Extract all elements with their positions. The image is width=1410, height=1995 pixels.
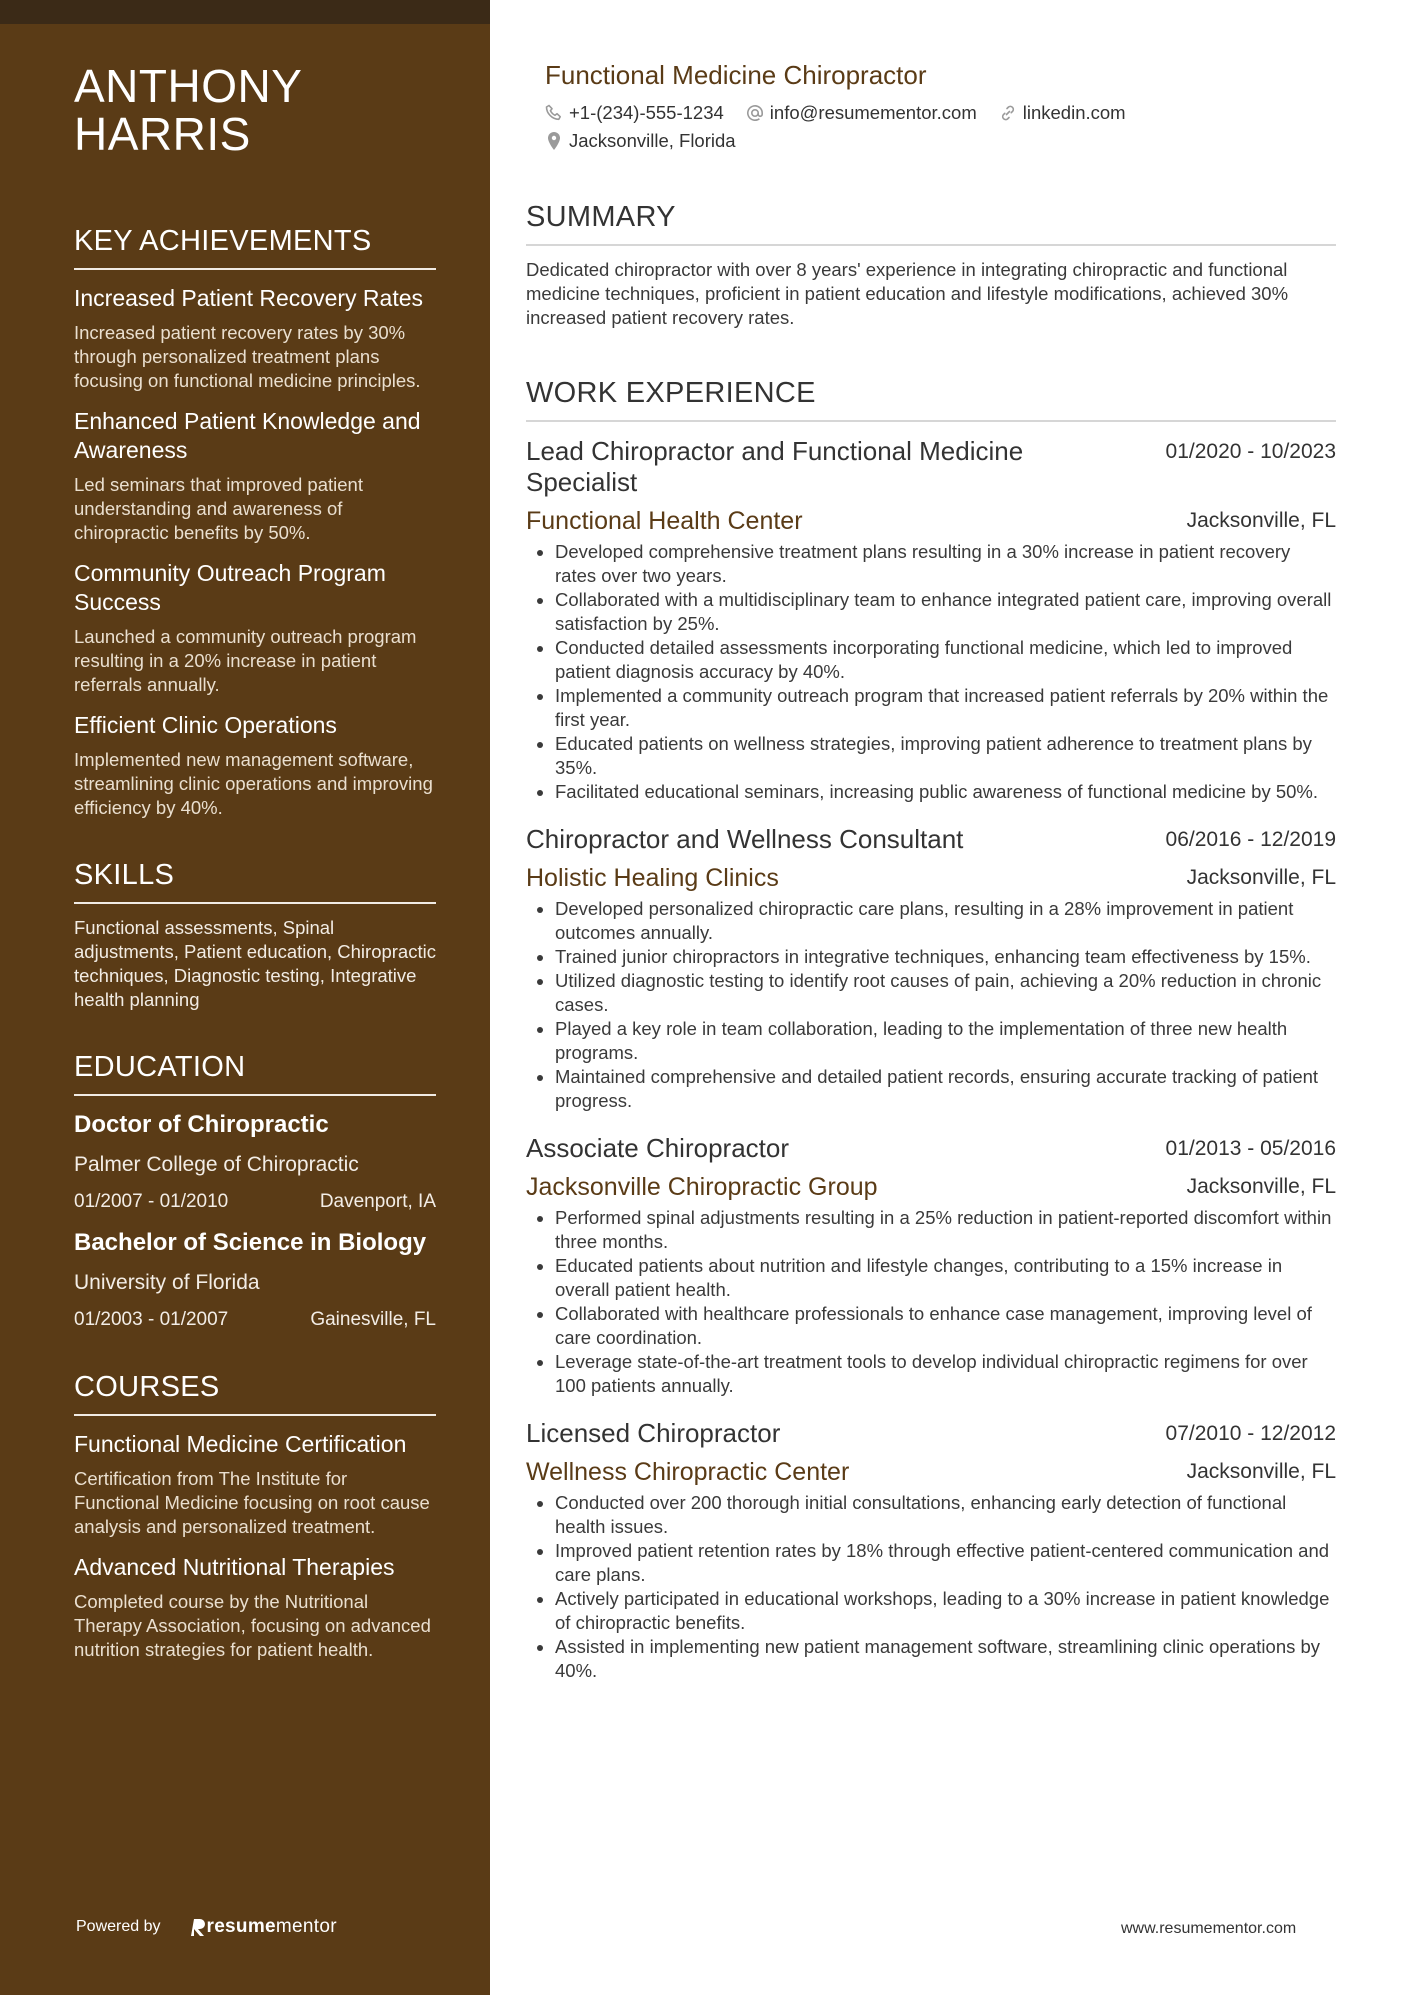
job-dates: 06/2016 - 12/2019 (1165, 828, 1336, 851)
footer-url[interactable]: www.resumementor.com (1121, 1920, 1297, 1937)
achievement-text: Implemented new management software, streamlining clinic operations and improving efficiency by 40%. (74, 749, 433, 818)
skills-section (74, 858, 436, 1012)
job-bullet: • Utilized diagnostic testing to identify root causes of pain, achieving a 20% reduction in chronic cases. (555, 969, 1336, 1017)
experience-heading: WORK EXPERIENCE (526, 376, 1336, 422)
achievement-item (74, 559, 436, 697)
powered-by-label: Powered by (76, 1918, 161, 1935)
contact-email[interactable] (746, 102, 977, 124)
job-bullet: • Facilitated educational seminars, increasing public awareness of functional medicine by 50%. (555, 780, 1336, 804)
location-text: Jacksonville, Florida (569, 130, 736, 151)
courses-heading: COURSES (74, 1370, 436, 1416)
job-entry (526, 824, 1336, 1113)
job-bullets (526, 1206, 1336, 1398)
job-bullet: • Conducted detailed assessments incorporating functional medicine, which led to improved patient diagnosis accuracy by 40%. (555, 636, 1336, 684)
skills-list: Functional assessments, Spinal adjustments, Patient education, Chiropractic techniques, Diagnostic testing, Integrative health planning (74, 917, 436, 1010)
education-item (74, 1110, 436, 1214)
job-bullet: • Played a key role in team collaboration, leading to the implementation of three new health programs. (555, 1017, 1336, 1065)
brand-name-light: mentor (275, 1916, 337, 1937)
job-role: Lead Chiropractor and Functional Medicine Specialist (526, 436, 1024, 497)
job-entry (526, 1418, 1336, 1683)
job-bullets (526, 897, 1336, 1113)
job-role: Chiropractor and Wellness Consultant (526, 824, 964, 854)
job-location: Jacksonville, FL (1186, 1460, 1336, 1483)
phone-icon (545, 104, 563, 122)
course-title: Functional Medicine Certification (74, 1431, 407, 1457)
job-company: Jacksonville Chiropractic Group (526, 1173, 878, 1201)
achievement-title: Enhanced Patient Knowledge and Awareness (74, 408, 421, 463)
education-degree: Bachelor of Science in Biology (74, 1229, 427, 1256)
education-item (74, 1228, 436, 1332)
contact-linkedin[interactable] (999, 102, 1126, 124)
sidebar-top-band (0, 0, 490, 24)
contact-location (545, 130, 736, 152)
powered-by (76, 1916, 337, 1938)
candidate-name (74, 62, 436, 158)
contact-info (545, 102, 1305, 152)
job-bullet: • Developed comprehensive treatment plans resulting in a 30% increase in patient recovery rates over two years. (555, 540, 1336, 588)
summary-text: Dedicated chiropractor with over 8 years' experience in integrating chiropractic and functional medicine techniques, proficient in patient education and lifestyle modifications, achieved 30% increased patient recovery rates. (526, 259, 1289, 328)
course-text: Completed course by the Nutritional Therapy Association, focusing on advanced nutrition strategies for patient health. (74, 1591, 431, 1660)
sidebar (0, 0, 490, 1995)
job-bullet: • Assisted in implementing new patient management software, streamlining clinic operations by 40%. (555, 1635, 1336, 1683)
resumementor-logo-icon (191, 1917, 207, 1937)
contact-phone[interactable] (545, 102, 724, 124)
job-entry (526, 436, 1336, 804)
job-bullet: • Educated patients about nutrition and lifestyle changes, contributing to a 15% increase in overall patient health. (555, 1254, 1336, 1302)
skills-heading: SKILLS (74, 858, 436, 904)
achievement-item (74, 284, 436, 393)
email-text: info@resumementor.com (769, 102, 977, 123)
job-bullet: • Educated patients on wellness strategies, improving patient adherence to treatment plans by 35%. (555, 732, 1336, 780)
job-bullet: • Maintained comprehensive and detailed patient records, ensuring accurate tracking of patient progress. (555, 1065, 1336, 1113)
education-location: Gainesville, FL (310, 1309, 436, 1330)
main-content (526, 60, 1336, 1683)
brand-logo[interactable] (191, 1916, 337, 1938)
summary-section (526, 200, 1336, 330)
job-bullet: • Collaborated with a multidisciplinary team to enhance integrated patient care, improving overall satisfaction by 25%. (555, 588, 1336, 636)
achievement-text: Led seminars that improved patient understanding and awareness of chiropractic benefits by 50%. (74, 474, 363, 543)
job-bullet: • Improved patient retention rates by 18% through effective patient-centered communication and care plans. (555, 1539, 1336, 1587)
education-degree: Doctor of Chiropractic (74, 1111, 329, 1138)
education-dates: 01/2003 - 01/2007 (74, 1309, 229, 1330)
achievement-item (74, 711, 436, 820)
achievements-section (74, 224, 436, 820)
job-dates: 01/2013 - 05/2016 (1165, 1137, 1336, 1160)
job-company: Wellness Chiropractic Center (526, 1458, 850, 1486)
education-heading: EDUCATION (74, 1050, 436, 1096)
link-icon (999, 104, 1017, 122)
summary-heading: SUMMARY (526, 200, 1336, 246)
experience-section (526, 376, 1336, 1683)
job-bullet: • Collaborated with healthcare professionals to enhance case management, improving level of care coordination. (555, 1302, 1336, 1350)
education-school: University of Florida (74, 1271, 260, 1294)
education-dates: 01/2007 - 01/2010 (74, 1191, 229, 1212)
job-role: Associate Chiropractor (526, 1133, 789, 1163)
achievement-text: Increased patient recovery rates by 30% through personalized treatment plans focusing on functional medicine principles. (74, 322, 421, 391)
job-location: Jacksonville, FL (1186, 866, 1336, 889)
achievement-text: Launched a community outreach program resulting in a 20% increase in patient referrals annually. (74, 626, 417, 695)
at-icon (746, 104, 764, 122)
job-bullet: • Implemented a community outreach program that increased patient referrals by 20% within the first year. (555, 684, 1336, 732)
achievement-title: Community Outreach Program Success (74, 560, 386, 615)
phone-text: +1-(234)-555-1234 (569, 102, 724, 123)
education-section (74, 1050, 436, 1332)
job-bullet: • Actively participated in educational workshops, leading to a 30% increase in patient knowledge of chiropractic benefits. (555, 1587, 1336, 1635)
job-bullet: • Developed personalized chiropractic care plans, resulting in a 28% improvement in patient outcomes annually. (555, 897, 1336, 945)
job-dates: 01/2020 - 10/2023 (1165, 440, 1336, 463)
education-location: Davenport, IA (319, 1191, 436, 1212)
name-last: HARRIS (74, 108, 251, 160)
headline-title: Functional Medicine Chiropractor (545, 60, 927, 90)
job-location: Jacksonville, FL (1186, 509, 1336, 532)
name-first: ANTHONY (74, 60, 303, 112)
achievements-heading: KEY ACHIEVEMENTS (74, 224, 436, 270)
job-location: Jacksonville, FL (1186, 1175, 1336, 1198)
achievement-title: Increased Patient Recovery Rates (74, 285, 424, 311)
job-bullet: • Conducted over 200 thorough initial consultations, enhancing early detection of functional health issues. (555, 1491, 1336, 1539)
job-bullet: • Trained junior chiropractors in integrative techniques, enhancing team effectiveness by 15%. (555, 945, 1336, 969)
course-text: Certification from The Institute for Functional Medicine focusing on root cause analysis and personalized treatment. (74, 1468, 430, 1537)
job-dates: 07/2010 - 12/2012 (1165, 1422, 1336, 1445)
job-company: Functional Health Center (526, 507, 803, 535)
brand-name-bold: resume (206, 1916, 276, 1937)
job-bullet: • Performed spinal adjustments resulting in a 25% reduction in patient-reported discomfort within three months. (555, 1206, 1336, 1254)
job-bullets (526, 1491, 1336, 1683)
job-company: Holistic Healing Clinics (526, 864, 779, 892)
location-pin-icon (545, 131, 563, 151)
education-school: Palmer College of Chiropractic (74, 1153, 359, 1176)
job-bullet: • Leverage state-of-the-art treatment tools to develop individual chiropractic regimens for over 100 patients annually. (555, 1350, 1336, 1398)
job-bullets (526, 540, 1336, 804)
achievement-title: Efficient Clinic Operations (74, 712, 337, 738)
job-entry (526, 1133, 1336, 1398)
course-item (74, 1430, 436, 1539)
achievement-item (74, 407, 436, 545)
linkedin-text: linkedin.com (1022, 102, 1126, 123)
job-role: Licensed Chiropractor (526, 1418, 781, 1448)
course-item (74, 1553, 436, 1662)
courses-section (74, 1370, 436, 1662)
course-title: Advanced Nutritional Therapies (74, 1554, 395, 1580)
